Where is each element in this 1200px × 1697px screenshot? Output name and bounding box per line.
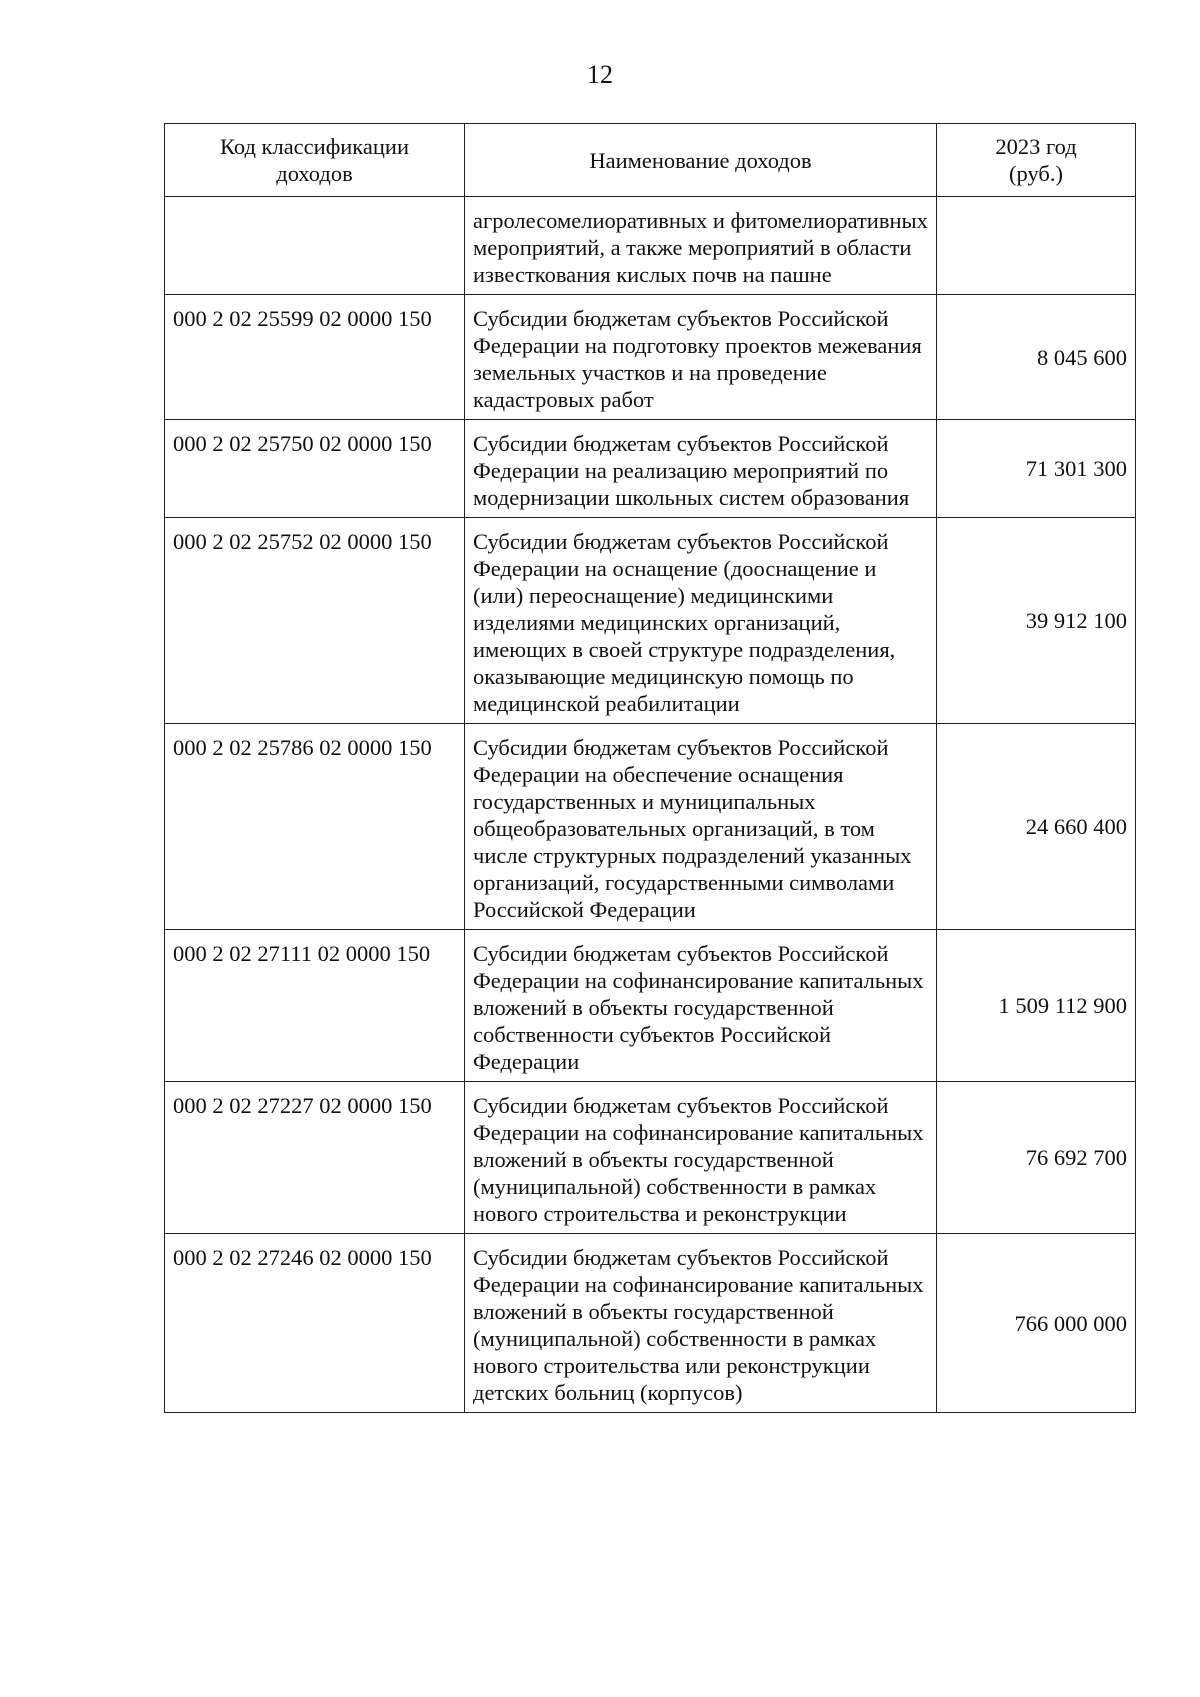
table-header <box>165 124 1136 197</box>
table-row <box>165 420 1136 518</box>
table-row <box>165 1234 1136 1413</box>
header-name: Наименование доходов <box>465 124 937 197</box>
row-code: 000 2 02 25786 02 0000 150 <box>165 724 465 930</box>
table-row <box>165 295 1136 420</box>
header-code-line1: Код классификации <box>219 134 410 159</box>
row-code: 000 2 02 27246 02 0000 150 <box>165 1234 465 1413</box>
row-name: Субсидии бюджетам субъектов Российской Федерации на софинансирование капитальных вложений в объекты государственной (муниципальной) собственности в рамках нового строительства и реконструкции <box>465 1082 937 1234</box>
row-code: 000 2 02 25599 02 0000 150 <box>165 295 465 420</box>
header-amount-line2: (руб.) <box>1009 161 1063 186</box>
page-number: 12 <box>587 60 613 89</box>
table-row <box>165 518 1136 724</box>
row-code: 000 2 02 27111 02 0000 150 <box>165 930 465 1082</box>
row-amount: 39 912 100 <box>937 518 1136 724</box>
row-name: Субсидии бюджетам субъектов Российской Федерации на обеспечение оснащения государственных и муниципальных общеобразовательных организаций, в том числе структурных подразделений указанных организаций, государственными символами Российской Федерации <box>465 724 937 930</box>
table-row <box>165 930 1136 1082</box>
row-amount: 1 509 112 900 <box>937 930 1136 1082</box>
row-name: Субсидии бюджетам субъектов Российской Федерации на оснащение (дооснащение и (или) переоснащение) медицинскими изделиями медицинских организаций, имеющих в своей структуре подразделения, оказывающие медицинскую помощь по медицинской реабилитации <box>465 518 937 724</box>
header-amount-line1: 2023 год <box>995 134 1077 159</box>
table-body <box>165 197 1136 1413</box>
row-code: 000 2 02 27227 02 0000 150 <box>165 1082 465 1234</box>
row-amount: 76 692 700 <box>937 1082 1136 1234</box>
table-row <box>165 197 1136 295</box>
table-row <box>165 1082 1136 1234</box>
row-name: Субсидии бюджетам субъектов Российской Федерации на софинансирование капитальных вложений в объекты государственной собственности субъектов Российской Федерации <box>465 930 937 1082</box>
row-amount: 71 301 300 <box>937 420 1136 518</box>
row-code: 000 2 02 25752 02 0000 150 <box>165 518 465 724</box>
header-code-line2: доходов <box>276 161 353 186</box>
row-amount: 24 660 400 <box>937 724 1136 930</box>
row-name: агролесомелиоративных и фитомелиоративных мероприятий, а также мероприятий в области известкования кислых почв на пашне <box>465 197 937 295</box>
row-name: Субсидии бюджетам субъектов Российской Федерации на софинансирование капитальных вложений в объекты государственной (муниципальной) собственности в рамках нового строительства или реконструкции детских больниц (корпусов) <box>465 1234 937 1413</box>
header-code <box>165 124 465 197</box>
row-amount: 766 000 000 <box>937 1234 1136 1413</box>
row-code: 000 2 02 25750 02 0000 150 <box>165 420 465 518</box>
row-amount <box>937 197 1136 295</box>
table-row <box>165 724 1136 930</box>
row-name: Субсидии бюджетам субъектов Российской Федерации на подготовку проектов межевания земельных участков и на проведение кадастровых работ <box>465 295 937 420</box>
row-code <box>165 197 465 295</box>
income-table <box>164 123 1136 1413</box>
header-row <box>165 124 1136 197</box>
header-amount <box>937 124 1136 197</box>
row-name: Субсидии бюджетам субъектов Российской Федерации на реализацию мероприятий по модернизации школьных систем образования <box>465 420 937 518</box>
row-amount: 8 045 600 <box>937 295 1136 420</box>
